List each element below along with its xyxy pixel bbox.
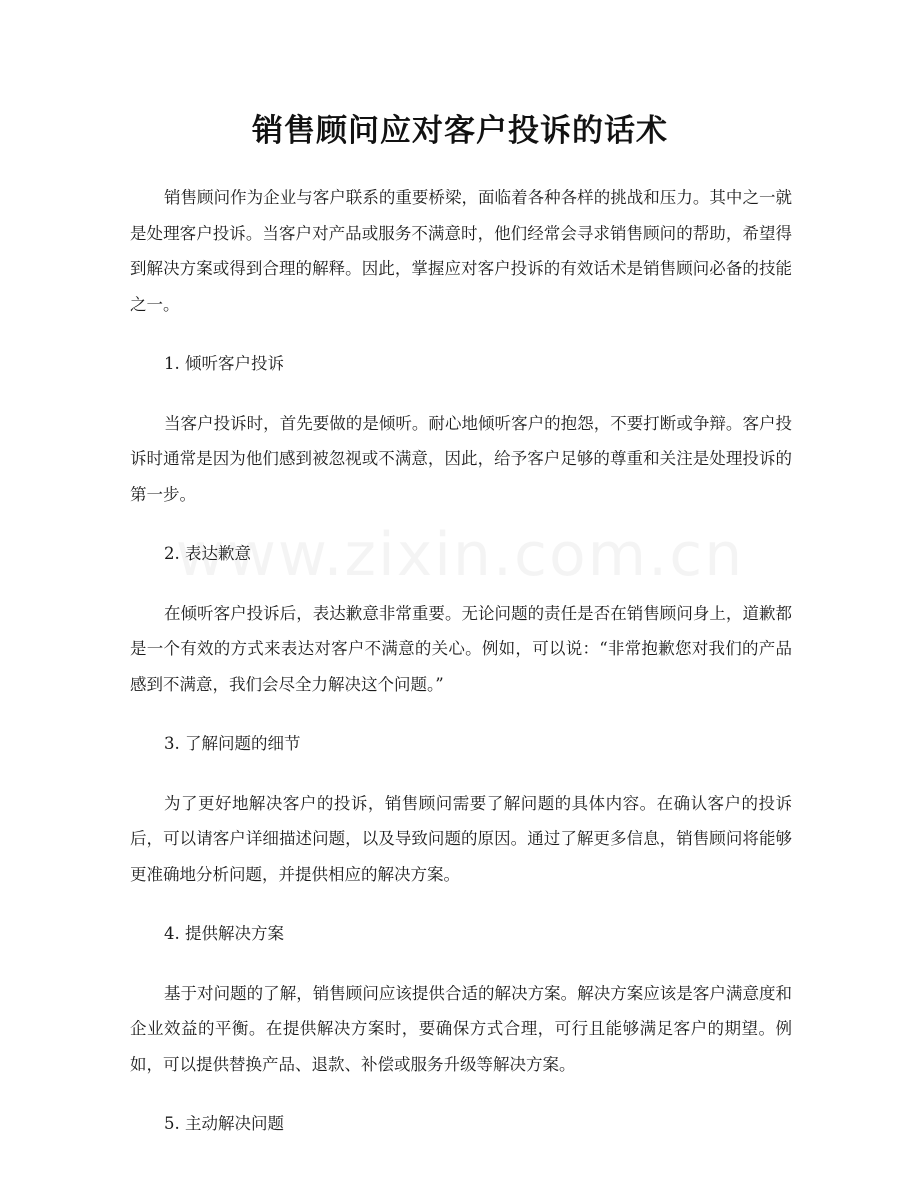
section-body-3: 为了更好地解决客户的投诉，销售顾问需要了解问题的具体内容。在确认客户的投诉后，可以请客户详细描述问题，以及导致问题的原因。通过了解更多信息，销售顾问将能够更准确地分析问题，并提供相应的解决方案。 (130, 793, 792, 884)
document-body (130, 180, 792, 1166)
section-heading-5: 5. 主动解决问题 (164, 1114, 284, 1133)
section-heading-2: 2. 表达歉意 (164, 544, 251, 563)
section-body-4: 基于对问题的了解，销售顾问应该提供合适的解决方案。解决方案应该是客户满意度和企业效益的平衡。在提供解决方案时，要确保方式合理，可行且能够满足客户的期望。例如，可以提供替换产品、退款、补偿或服务升级等解决方案。 (130, 983, 792, 1074)
section-body-1: 当客户投诉时，首先要做的是倾听。耐心地倾听客户的抱怨，不要打断或争辩。客户投诉时通常是因为他们感到被忽视或不满意，因此，给予客户足够的尊重和关注是处理投诉的第一步。 (130, 413, 792, 504)
section-heading-3: 3. 了解问题的细节 (164, 734, 301, 753)
section-body-2: 在倾听客户投诉后，表达歉意非常重要。无论问题的责任是否在销售顾问身上，道歉都是一个有效的方式来表达对客户不满意的关心。例如，可以说：“非常抱歉您对我们的产品感到不满意，我们会尽全力解决这个问题。” (130, 603, 792, 694)
document-title: 销售顾问应对客户投诉的话术 (252, 113, 668, 149)
section-heading-4: 4. 提供解决方案 (164, 924, 284, 943)
intro-paragraph: 销售顾问作为企业与客户联系的重要桥梁，面临着各种各样的挑战和压力。其中之一就是处理客户投诉。当客户对产品或服务不满意时，他们经常会寻求销售顾问的帮助，希望得到解决方案或得到合理的解释。因此，掌握应对客户投诉的有效话术是销售顾问必备的技能之一。 (130, 188, 792, 314)
section-heading-1: 1. 倾听客户投诉 (164, 354, 284, 373)
